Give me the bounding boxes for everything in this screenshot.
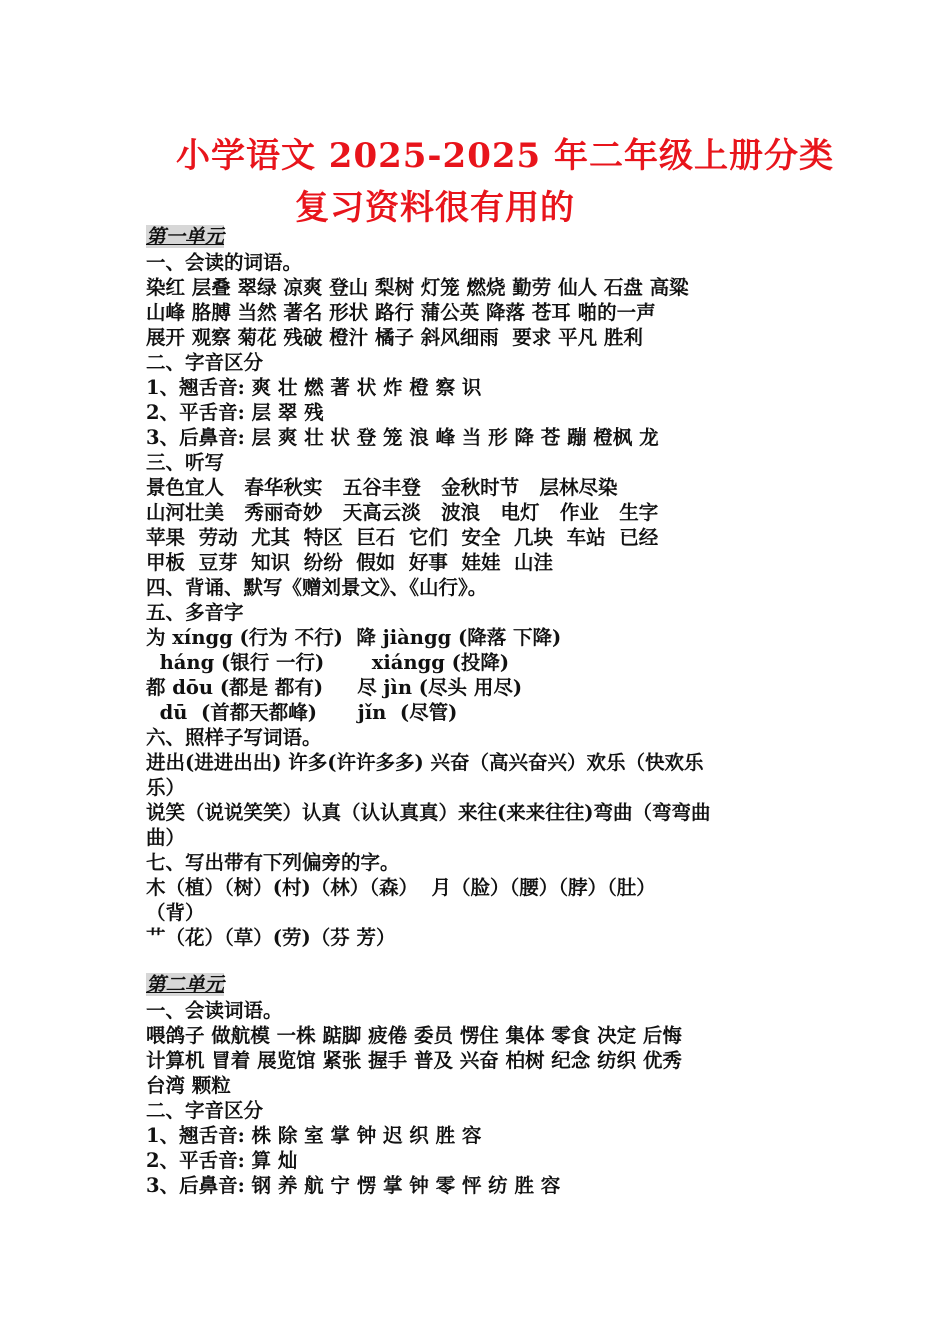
text-line: 2、平舌音: 算 灿 <box>146 1149 298 1172</box>
text-line: 展开 观察 菊花 残破 橙汁 橘子 斜风细雨 要求 平凡 胜利 <box>146 326 643 349</box>
text-line: 景色宜人 春华秋实 五谷丰登 金秋时节 层林尽染 <box>146 476 618 499</box>
section-heading: 二、字音区分 <box>146 351 264 374</box>
document-title-line-2: 复习资料很有用的 <box>295 188 575 228</box>
text-line: 1、翘舌音: 爽 壮 燃 著 状 炸 橙 察 识 <box>146 376 482 399</box>
section-heading: 一、会读的词语。 <box>146 251 303 274</box>
section-heading: 六、照样子写词语。 <box>146 726 322 749</box>
text-line: 苹果 劳动 尤其 特区 巨石 它们 安全 几块 车站 已经 <box>146 526 659 549</box>
text-line: 1、翘舌音: 株 除 室 掌 钟 迟 织 胜 容 <box>146 1124 482 1147</box>
text-line: 都 dōu (都是 都有) 尽 jìn (尽头 用尽) <box>146 676 523 699</box>
text-line: 台湾 颗粒 <box>146 1074 231 1097</box>
section-heading: 二、字音区分 <box>146 1099 264 1122</box>
text-line: 为 xíngg (行为 不行) 降 jiàngg (降落 下降) <box>146 626 562 649</box>
text-line: 计算机 冒着 展览馆 紧张 握手 普及 兴奋 柏树 纪念 纺织 优秀 <box>146 1049 682 1072</box>
text-line: 进出(进进出出) 许多(许许多多) 兴奋（高兴奋兴）欢乐（快欢乐 <box>146 751 704 774</box>
section-heading: 七、写出带有下列偏旁的字。 <box>146 851 400 874</box>
text-line: 染红 层叠 翠绿 凉爽 登山 梨树 灯笼 燃烧 勤劳 仙人 石盘 高粱 <box>146 276 689 299</box>
unit-heading: 第一单元 <box>146 225 225 248</box>
text-line: 喂鸽子 做航模 一株 踮脚 疲倦 委员 愣住 集体 零食 决定 后悔 <box>146 1024 682 1047</box>
text-line: háng (银行 一行) xiángg (投降) <box>146 651 510 674</box>
text-line: 3、后鼻音: 钢 养 航 宁 愣 掌 钟 零 怦 纺 胜 容 <box>146 1174 561 1197</box>
text-line: 曲） <box>146 826 186 849</box>
text-line: 乐） <box>146 776 186 799</box>
section-heading: 三、听写 <box>146 451 225 474</box>
text-line: 甲板 豆芽 知识 纷纷 假如 好事 娃娃 山洼 <box>146 551 554 574</box>
text-line: dū (首都天都峰) jǐn (尽管) <box>146 701 458 724</box>
text-line: 说笑（说说笑笑）认真（认认真真）来往(来来往往)弯曲（弯弯曲 <box>146 801 711 824</box>
text-line: 山峰 胳膊 当然 著名 形状 路行 蒲公英 降落 苍耳 啪的一声 <box>146 301 656 324</box>
document-title-line-1: 小学语文 2025-2025 年二年级上册分类 <box>175 136 835 176</box>
text-line: 3、后鼻音: 层 爽 壮 状 登 笼 浪 峰 当 形 降 苍 蹦 橙枫 龙 <box>146 426 659 449</box>
text-line: 山河壮美 秀丽奇妙 天高云淡 波浪 电灯 作业 生字 <box>146 501 659 524</box>
section-heading: 四、背诵、默写《赠刘景文》、《山行》。 <box>146 576 488 599</box>
section-heading: 一、会读词语。 <box>146 999 283 1022</box>
section-heading: 五、多音字 <box>146 601 244 624</box>
text-line: （背） <box>146 901 205 924</box>
text-line: 2、平舌音: 层 翠 残 <box>146 401 324 424</box>
unit-heading: 第二单元 <box>146 973 225 996</box>
text-line: 艹（花）（草）(劳)（芬 芳） <box>146 926 396 949</box>
text-line: 木（植）（树）(村)（林）（森） 月（脸）（腰）（脖）（肚） <box>146 876 656 899</box>
